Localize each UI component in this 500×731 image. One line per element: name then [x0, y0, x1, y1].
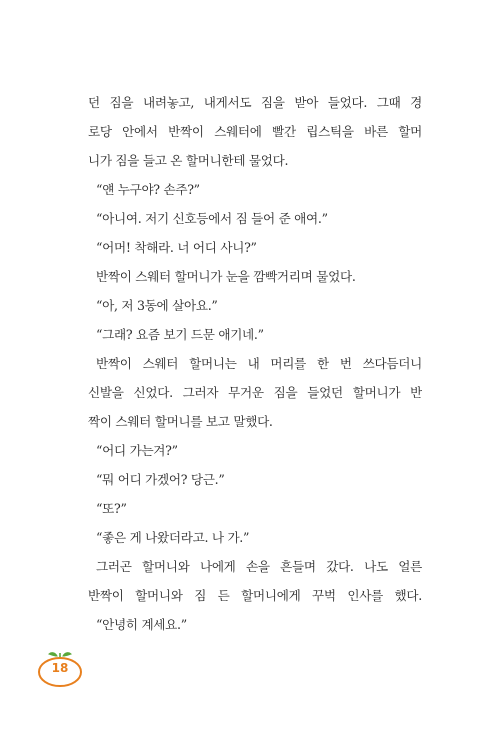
dialogue-line: “그래? 요즘 보기 드문 애기네.”: [96, 327, 264, 342]
dialogue-line: “안녕히 계세요.”: [96, 617, 187, 632]
dialogue-line: “뭐 어디 가겠어? 당근.”: [96, 472, 225, 487]
dialogue-line: “또?”: [96, 501, 127, 516]
text-line: 그러곤 할머니와 나에게 손을 흔들며 갔다. 나도 얼른: [96, 559, 422, 574]
page-number: 18: [51, 661, 69, 675]
text-line: 반짝이 스웨터 할머니가 눈을 깜빡거리며 물었다.: [96, 269, 356, 284]
text-line: 반짝이 할머니와 짐 든 할머니에게 꾸벅 인사를 했다.: [88, 588, 422, 603]
dialogue-line: “아, 저 3동에 살아요.”: [96, 298, 218, 313]
text-line: 짝이 스웨터 할머니를 보고 말했다.: [88, 414, 273, 429]
body-text: [88, 88, 422, 639]
text-line: 던 짐을 내려놓고, 내게서도 짐을 받아 들었다. 그때 경: [88, 95, 422, 110]
text-line: 로당 안에서 반짝이 스웨터에 빨간 립스틱을 바른 할머: [88, 124, 422, 139]
text-line: 반짝이 스웨터 할머니는 내 머리를 한 번 쓰다듬더니: [96, 356, 422, 371]
text-line: 니가 짐을 들고 온 할머니한테 물었다.: [88, 153, 289, 168]
dialogue-line: “어디 가는겨?”: [96, 443, 178, 458]
dialogue-line: “아니여. 저기 신호등에서 짐 들어 준 애여.”: [96, 211, 328, 226]
text-line: 신발을 신었다. 그러자 무거운 짐을 들었던 할머니가 반: [88, 385, 422, 400]
dialogue-line: “얜 누구야? 손주?”: [96, 182, 200, 197]
page-footer: [36, 650, 84, 688]
dialogue-line: “어머! 착해라. 너 어디 사니?”: [96, 240, 257, 255]
dialogue-line: “좋은 게 나왔더라고. 나 가.”: [96, 530, 250, 545]
